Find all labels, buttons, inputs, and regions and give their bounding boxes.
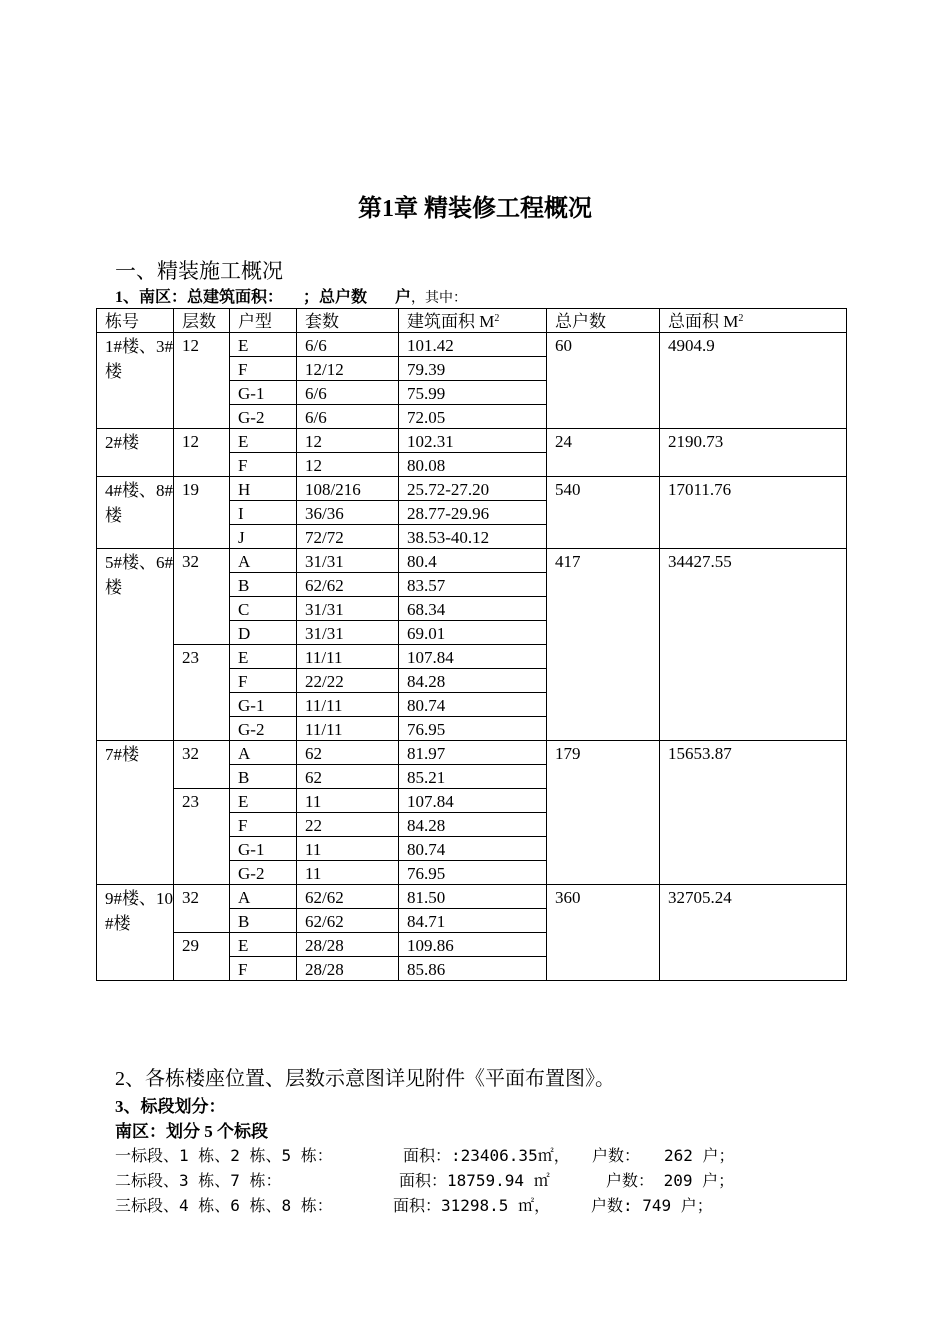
- total-households: 417: [547, 549, 660, 741]
- unit-area: 84.28: [399, 669, 547, 693]
- building-name: 2#楼: [97, 429, 174, 477]
- unit-sets: 28/28: [297, 933, 399, 957]
- table-header-row: [97, 309, 847, 333]
- header-unit-type: 户型: [230, 309, 297, 333]
- unit-sets: 12: [297, 453, 399, 477]
- floor-count: 12: [174, 333, 230, 429]
- unit-area: 75.99: [399, 381, 547, 405]
- unit-type: E: [230, 429, 297, 453]
- unit-type: F: [230, 957, 297, 981]
- unit-area: 85.86: [399, 957, 547, 981]
- floor-count: 32: [174, 741, 230, 789]
- unit-sets: 62/62: [297, 909, 399, 933]
- page-title: 第1章 精装修工程概况: [358, 196, 592, 222]
- unit-area: 81.97: [399, 741, 547, 765]
- floor-count: 12: [174, 429, 230, 477]
- unit-sets: 6/6: [297, 405, 399, 429]
- unit-area: 85.21: [399, 765, 547, 789]
- unit-sets: 12/12: [297, 357, 399, 381]
- summary-suffix: ，其中：: [411, 291, 468, 306]
- unit-type: A: [230, 885, 297, 909]
- unit-area: 69.01: [399, 621, 547, 645]
- unit-sets: 22/22: [297, 669, 399, 693]
- floor-count: 23: [174, 645, 230, 741]
- header-floors: 层数: [174, 309, 230, 333]
- total-households: 60: [547, 333, 660, 429]
- unit-type: D: [230, 621, 297, 645]
- unit-sets: 62: [297, 765, 399, 789]
- building-name: 7#楼: [97, 741, 174, 885]
- unit-sets: 62: [297, 741, 399, 765]
- floor-count: 32: [174, 885, 230, 933]
- summary-households-label: ；总户数: [303, 289, 368, 306]
- unit-area: 109.86: [399, 933, 547, 957]
- unit-sets: 62/62: [297, 573, 399, 597]
- unit-type: C: [230, 597, 297, 621]
- unit-area: 38.53-40.12: [399, 525, 547, 549]
- unit-type: F: [230, 813, 297, 837]
- floor-count: 29: [174, 933, 230, 981]
- total-area: 15653.87: [660, 741, 847, 885]
- total-households: 360: [547, 885, 660, 981]
- header-households: 总户数: [547, 309, 660, 333]
- unit-type: B: [230, 573, 297, 597]
- table-row: [97, 885, 847, 909]
- unit-sets: 28/28: [297, 957, 399, 981]
- unit-type: B: [230, 909, 297, 933]
- unit-area: 72.05: [399, 405, 547, 429]
- floor-count: 23: [174, 789, 230, 885]
- building-name: 5#楼、6#楼: [97, 549, 174, 741]
- south-division-heading: 南区：划分 5 个标段: [115, 1122, 268, 1141]
- unit-sets: 108/216: [297, 477, 399, 501]
- unit-sets: 6/6: [297, 381, 399, 405]
- unit-sets: 72/72: [297, 525, 399, 549]
- section-name: 三标段、4 栋、6 栋、8 栋：: [115, 1196, 333, 1215]
- unit-type: J: [230, 525, 297, 549]
- unit-area: 80.74: [399, 837, 547, 861]
- header-sets: 套数: [297, 309, 399, 333]
- unit-sets: 36/36: [297, 501, 399, 525]
- unit-type: G-2: [230, 405, 297, 429]
- unit-sets: 11: [297, 837, 399, 861]
- unit-type: I: [230, 501, 297, 525]
- unit-type: H: [230, 477, 297, 501]
- header-total-area: 总面积 $M^2$: [660, 309, 847, 333]
- unit-area: 83.57: [399, 573, 547, 597]
- unit-type: G-1: [230, 837, 297, 861]
- unit-sets: 11/11: [297, 645, 399, 669]
- unit-area: 79.39: [399, 357, 547, 381]
- section-heading: 一、精装施工概况: [115, 259, 283, 283]
- unit-area: 84.28: [399, 813, 547, 837]
- table-row: [97, 333, 847, 357]
- south-summary: [115, 284, 467, 307]
- section-area: 面积：18759.94 ㎡: [399, 1171, 550, 1190]
- section-name: 一标段、1 栋、2 栋、5 栋：: [115, 1146, 333, 1165]
- unit-sets: 31/31: [297, 549, 399, 573]
- unit-type: E: [230, 645, 297, 669]
- table-row: [97, 549, 847, 573]
- summary-unit: 户: [395, 289, 412, 306]
- unit-sets: 11: [297, 861, 399, 885]
- unit-sets: 31/31: [297, 621, 399, 645]
- unit-area: 81.50: [399, 885, 547, 909]
- table-row: [97, 477, 847, 501]
- unit-type: E: [230, 933, 297, 957]
- unit-sets: 31/31: [297, 597, 399, 621]
- unit-type: E: [230, 333, 297, 357]
- unit-area: 25.72-27.20: [399, 477, 547, 501]
- header-building: 栋号: [97, 309, 174, 333]
- total-households: 540: [547, 477, 660, 549]
- unit-area: 101.42: [399, 333, 547, 357]
- section-households: 户数: 749 户；: [591, 1196, 713, 1215]
- total-area: 32705.24: [660, 885, 847, 981]
- unit-type: G-1: [230, 381, 297, 405]
- unit-sets: 12: [297, 429, 399, 453]
- unit-area: 76.95: [399, 717, 547, 741]
- building-name: 9#楼、10#楼: [97, 885, 174, 981]
- section-name: 二标段、3 栋、7 栋：: [115, 1171, 282, 1190]
- header-area: 建筑面积 $M^2$: [399, 309, 547, 333]
- unit-sets: 6/6: [297, 333, 399, 357]
- unit-area: 102.31: [399, 429, 547, 453]
- section-area: 面积：:23406.35㎡，: [403, 1146, 570, 1165]
- unit-type: A: [230, 549, 297, 573]
- total-area: 17011.76: [660, 477, 847, 549]
- unit-sets: 62/62: [297, 885, 399, 909]
- unit-area: 76.95: [399, 861, 547, 885]
- building-table: [96, 308, 847, 981]
- unit-sets: 11/11: [297, 717, 399, 741]
- layout-note: 2、各栋楼座位置、层数示意图详见附件《平面布置图》。: [115, 1068, 615, 1090]
- table-row: [97, 429, 847, 453]
- total-area: 4904.9: [660, 333, 847, 429]
- total-area: 34427.55: [660, 549, 847, 741]
- total-households: 24: [547, 429, 660, 477]
- section-division-heading: 3、标段划分：: [115, 1097, 226, 1116]
- section-area: 面积：31298.5 ㎡，: [393, 1196, 551, 1215]
- floor-count: 19: [174, 477, 230, 549]
- unit-type: G-2: [230, 861, 297, 885]
- unit-type: F: [230, 669, 297, 693]
- total-area: 2190.73: [660, 429, 847, 477]
- unit-type: E: [230, 789, 297, 813]
- unit-sets: 11: [297, 789, 399, 813]
- section-households: 户数： 262 户；: [592, 1146, 735, 1165]
- floor-count: 32: [174, 549, 230, 645]
- unit-area: 80.74: [399, 693, 547, 717]
- unit-type: B: [230, 765, 297, 789]
- unit-type: G-1: [230, 693, 297, 717]
- unit-area: 68.34: [399, 597, 547, 621]
- building-name: 4#楼、8#楼: [97, 477, 174, 549]
- unit-type: G-2: [230, 717, 297, 741]
- unit-type: A: [230, 741, 297, 765]
- unit-type: F: [230, 357, 297, 381]
- unit-area: 107.84: [399, 789, 547, 813]
- unit-sets: 11/11: [297, 693, 399, 717]
- unit-sets: 22: [297, 813, 399, 837]
- section-households: 户数： 209 户；: [606, 1171, 735, 1190]
- unit-type: F: [230, 453, 297, 477]
- building-name: 1#楼、3#楼: [97, 333, 174, 429]
- unit-area: 84.71: [399, 909, 547, 933]
- unit-area: 28.77-29.96: [399, 501, 547, 525]
- summary-total-area-label: 1、南区：总建筑面积：: [115, 289, 284, 306]
- unit-area: 80.08: [399, 453, 547, 477]
- unit-area: 80.4: [399, 549, 547, 573]
- total-households: 179: [547, 741, 660, 885]
- unit-area: 107.84: [399, 645, 547, 669]
- table-row: [97, 741, 847, 765]
